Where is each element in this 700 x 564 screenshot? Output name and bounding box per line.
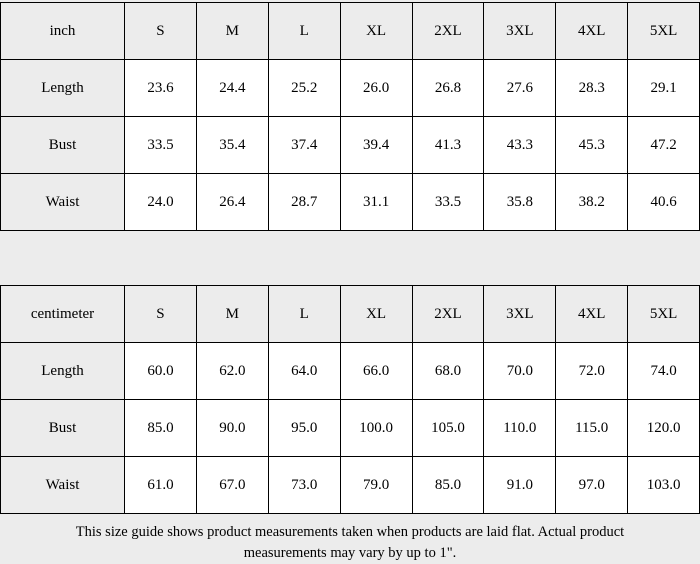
- size-header-5xl: 5XL: [628, 3, 700, 60]
- size-table-inch: [0, 2, 700, 231]
- cell-inch-waist-m: 26.4: [196, 174, 268, 231]
- size-header-s: S: [125, 3, 197, 60]
- row-label-length: Length: [1, 343, 125, 400]
- cell-cm-length-s: 60.0: [125, 343, 197, 400]
- cell-cm-bust-2xl: 105.0: [412, 400, 484, 457]
- cell-cm-length-m: 62.0: [196, 343, 268, 400]
- cell-inch-bust-s: 33.5: [125, 117, 197, 174]
- size-header-5xl: 5XL: [628, 286, 700, 343]
- cell-cm-bust-s: 85.0: [125, 400, 197, 457]
- row-label-bust: Bust: [1, 400, 125, 457]
- size-header-l: L: [268, 286, 340, 343]
- table-header-row: [1, 286, 700, 343]
- table-row: [1, 400, 700, 457]
- cell-cm-bust-5xl: 120.0: [628, 400, 700, 457]
- row-label-length: Length: [1, 60, 125, 117]
- cell-cm-length-2xl: 68.0: [412, 343, 484, 400]
- cell-cm-waist-4xl: 97.0: [556, 457, 628, 514]
- cell-inch-bust-2xl: 41.3: [412, 117, 484, 174]
- cell-inch-length-4xl: 28.3: [556, 60, 628, 117]
- cell-cm-length-3xl: 70.0: [484, 343, 556, 400]
- size-header-m: M: [196, 3, 268, 60]
- cell-inch-waist-3xl: 35.8: [484, 174, 556, 231]
- table-row: [1, 343, 700, 400]
- cell-inch-bust-m: 35.4: [196, 117, 268, 174]
- cell-cm-waist-m: 67.0: [196, 457, 268, 514]
- cell-inch-length-3xl: 27.6: [484, 60, 556, 117]
- unit-label-centimeter: centimeter: [1, 286, 125, 343]
- cell-inch-length-2xl: 26.8: [412, 60, 484, 117]
- cell-inch-bust-5xl: 47.2: [628, 117, 700, 174]
- cell-inch-waist-5xl: 40.6: [628, 174, 700, 231]
- cell-cm-waist-xl: 79.0: [340, 457, 412, 514]
- row-label-waist: Waist: [1, 457, 125, 514]
- cell-inch-waist-4xl: 38.2: [556, 174, 628, 231]
- cell-inch-length-s: 23.6: [125, 60, 197, 117]
- size-table-centimeter: [0, 285, 700, 514]
- cell-inch-waist-l: 28.7: [268, 174, 340, 231]
- size-guide-footnote: This size guide shows product measurements taken when products are laid flat. Actual product measurements may vary by up to 1".: [0, 514, 700, 564]
- cell-cm-bust-xl: 100.0: [340, 400, 412, 457]
- cell-inch-waist-s: 24.0: [125, 174, 197, 231]
- size-header-2xl: 2XL: [412, 3, 484, 60]
- size-header-l: L: [268, 3, 340, 60]
- cell-cm-waist-s: 61.0: [125, 457, 197, 514]
- size-header-4xl: 4XL: [556, 286, 628, 343]
- cell-cm-waist-5xl: 103.0: [628, 457, 700, 514]
- cell-inch-bust-xl: 39.4: [340, 117, 412, 174]
- cell-cm-bust-m: 90.0: [196, 400, 268, 457]
- cell-cm-bust-l: 95.0: [268, 400, 340, 457]
- row-label-waist: Waist: [1, 174, 125, 231]
- cell-inch-length-m: 24.4: [196, 60, 268, 117]
- cell-cm-bust-4xl: 115.0: [556, 400, 628, 457]
- cell-inch-length-xl: 26.0: [340, 60, 412, 117]
- cell-cm-waist-2xl: 85.0: [412, 457, 484, 514]
- size-header-m: M: [196, 286, 268, 343]
- cell-inch-bust-l: 37.4: [268, 117, 340, 174]
- size-header-s: S: [125, 286, 197, 343]
- cell-cm-waist-3xl: 91.0: [484, 457, 556, 514]
- cell-cm-length-4xl: 72.0: [556, 343, 628, 400]
- row-label-bust: Bust: [1, 117, 125, 174]
- size-header-3xl: 3XL: [484, 286, 556, 343]
- cell-cm-length-l: 64.0: [268, 343, 340, 400]
- size-header-2xl: 2XL: [412, 286, 484, 343]
- size-header-xl: XL: [340, 286, 412, 343]
- cell-cm-length-5xl: 74.0: [628, 343, 700, 400]
- cell-inch-waist-xl: 31.1: [340, 174, 412, 231]
- table-separator: [0, 231, 700, 285]
- size-header-3xl: 3XL: [484, 3, 556, 60]
- cell-inch-bust-4xl: 45.3: [556, 117, 628, 174]
- cell-inch-length-l: 25.2: [268, 60, 340, 117]
- unit-label-inch: inch: [1, 3, 125, 60]
- cell-inch-bust-3xl: 43.3: [484, 117, 556, 174]
- table-row: [1, 60, 700, 117]
- table-header-row: [1, 3, 700, 60]
- cell-cm-bust-3xl: 110.0: [484, 400, 556, 457]
- size-header-xl: XL: [340, 3, 412, 60]
- cell-cm-waist-l: 73.0: [268, 457, 340, 514]
- cell-cm-length-xl: 66.0: [340, 343, 412, 400]
- cell-inch-waist-2xl: 33.5: [412, 174, 484, 231]
- cell-inch-length-5xl: 29.1: [628, 60, 700, 117]
- table-row: [1, 174, 700, 231]
- size-header-4xl: 4XL: [556, 3, 628, 60]
- table-row: [1, 457, 700, 514]
- table-row: [1, 117, 700, 174]
